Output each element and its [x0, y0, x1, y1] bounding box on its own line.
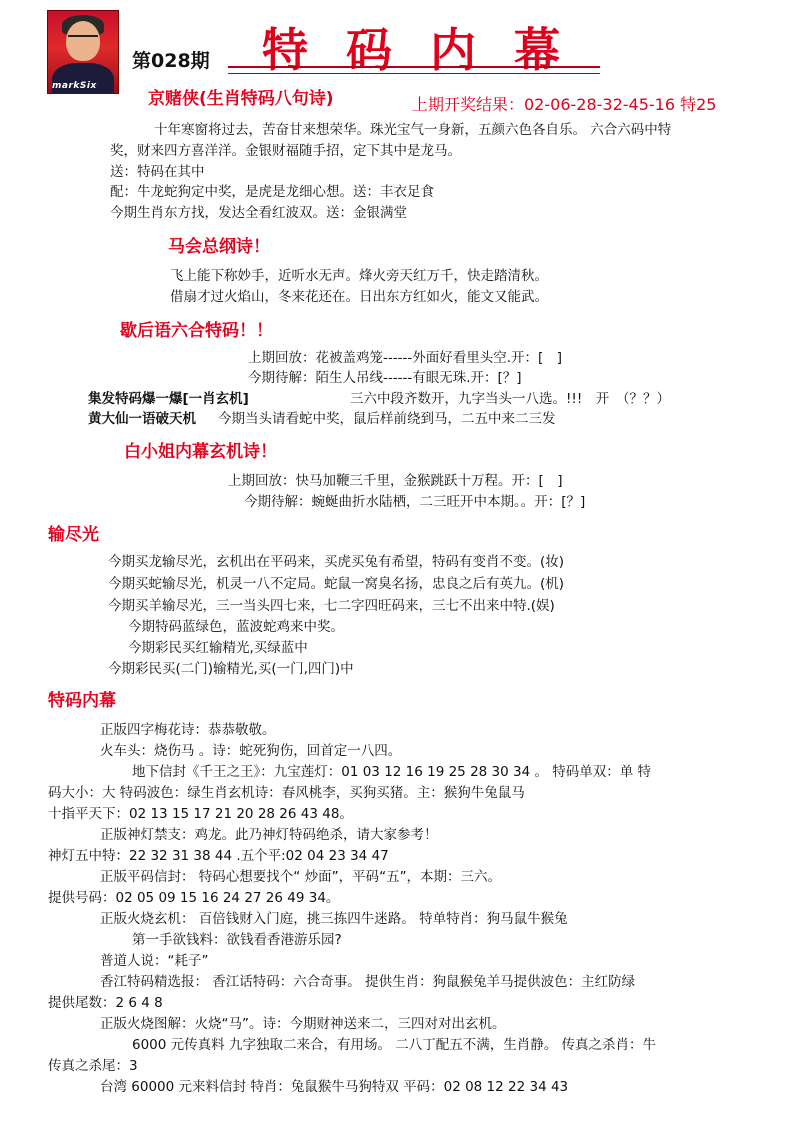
text-line: 飞上能下称妙手，近听水无声。烽火旁天红万千，快走踏清秋。 [170, 268, 548, 284]
text-line: 提供号码：02 05 09 15 16 24 27 26 49 34。 [48, 890, 340, 906]
text-line: 十指平天下：02 13 15 17 21 20 28 26 43 48。 [48, 806, 353, 822]
text-line: 码大小：大 特码波色：绿生肖玄机诗：春风桃李，买狗买猪。主：猴狗牛兔鼠马 [48, 785, 525, 801]
text-line: 今期彩民买红输精光,买绿蓝中 [128, 640, 308, 656]
text-line: 上期回放：花被盖鸡笼------外面好看里头空.开：[ ] [248, 350, 563, 366]
text-line: 普道人说：“耗子” [100, 953, 209, 969]
text-line: 十年寒窗将过去，苦奋甘来想荣华。珠光宝气一身新，五颜六色各自乐。 六合六码中特 [154, 122, 672, 138]
photo-brand: markSix [52, 81, 97, 91]
text-line: 正版神灯禁支：鸡龙。此乃神灯特码绝杀，请大家参考！ [100, 827, 438, 843]
text-line: 配：牛龙蛇狗定中奖，是虎是龙细心想。送：丰衣足食 [110, 184, 434, 200]
text-line: 第一手欲钱料：欲钱看香港游乐园? [132, 932, 342, 948]
text-line: 奖，财来四方喜洋洋。金银财福随手招，定下其中是龙马。 [110, 143, 461, 159]
text-line: 火车头：烧伤马 。诗：蛇死狗伤，回首定一八四。 [100, 743, 402, 759]
section-title-mahui: 马会总纲诗！ [168, 237, 270, 257]
text-line: 今期彩民买(二门)输精光,买(一门,四门)中 [108, 661, 354, 677]
jifa-label: 集发特码爆一爆[一肖玄机] [88, 391, 249, 407]
jifa-text: 三六中段齐数开，九字当头一八选。!!! 开 （？？） [350, 391, 670, 407]
title-underline-top [228, 66, 600, 68]
text-line: 正版火烧玄机： 百倍钱财入门庭，挑三拣四牛迷路。 特单特肖：狗马鼠牛猴兔 [100, 911, 568, 927]
text-line: 今期待解：蜿蜒曲折水陆栖，二三旺开中本期。。开：[？] [244, 494, 586, 510]
text-line: 地下信封《千王之王》：九宝莲灯：01 03 12 16 19 25 28 30 34 。 特码单双：单 特 [132, 764, 652, 780]
header-photo [47, 10, 119, 94]
text-line: 提供尾数：2 6 4 8 [48, 995, 163, 1011]
text-line: 今期特码蓝绿色，蓝波蛇鸡来中奖。 [128, 619, 344, 635]
text-line: 台湾 60000 元来料信封 特肖：兔鼠猴牛马狗特双 平码：02 08 12 22 34 43 [100, 1079, 569, 1095]
text-line: 今期买蛇输尽光，机灵一八不定局。蛇鼠一窝臭名扬，忠良之后有英九。(机) [108, 576, 565, 592]
text-line: 借扇才过火焰山，冬来花还在。日出东方红如火，能文又能武。 [170, 289, 548, 305]
section-title-xiehouyu: 歇后语六合特码！！ [120, 321, 273, 341]
text-line: 正版火烧图解：火烧“马”。诗：今期财神送来二，三四对对出玄机。 [100, 1016, 506, 1032]
text-line: 今期买羊输尽光，三一当头四七来，七二字四旺码来，三七不出来中特.(娱) [108, 598, 555, 614]
section-title-shujinguang: 输尽光 [48, 525, 99, 545]
issue-number: 第028期 [132, 50, 210, 72]
last-result: 上期开奖结果：02-06-28-32-45-16 特25 [412, 95, 717, 114]
huang-text: 今期当头请看蛇中奖，鼠后样前绕到马，二五中来二三发 [218, 411, 556, 427]
page-title: 特码内幕 [262, 23, 598, 77]
text-line: 神灯五中特：22 32 31 38 44 .五个平:02 04 23 34 47 [48, 848, 389, 864]
text-line: 传真之杀尾：3 [48, 1058, 138, 1074]
section-title-baixiaojie: 白小姐内幕玄机诗！ [124, 442, 277, 462]
text-line: 香江特码精选报： 香江话特码：六合奇事。 提供生肖：狗鼠猴兔羊马提供波色：主红防绿 [100, 974, 636, 990]
title-underline-bottom [228, 73, 600, 74]
text-line: 6000 元传真料 九字独取二来合，有用场。 二八丁配五不满，生肖静。 传真之杀肖：牛 [132, 1037, 657, 1053]
section-title-jingduxia: 京赌侠(生肖特码八句诗) [148, 89, 334, 109]
text-line: 今期买龙输尽光，玄机出在平码来，买虎买兔有希望，特码有变肖不变。(妆) [108, 554, 565, 570]
text-line: 送：特码在其中 [110, 164, 205, 180]
text-line: 正版平码信封： 特码心想要找个“ 炒面”，平码“五”，本期：三六。 [100, 869, 502, 885]
photo-glasses [68, 35, 98, 43]
text-line: 今期待解：陌生人吊线------有眼无珠.开：[？] [248, 370, 522, 386]
huang-label: 黄大仙一语破天机 [88, 411, 196, 427]
text-line: 今期生肖东方找，发达全看红波双。送：金银满堂 [110, 205, 407, 221]
section-title-temaneimu: 特码内幕 [48, 691, 116, 711]
text-line: 上期回放：快马加鞭三千里，金猴跳跃十万程。开：[ ] [228, 473, 563, 489]
text-line: 正版四字梅花诗：恭恭敬敬。 [100, 722, 276, 738]
